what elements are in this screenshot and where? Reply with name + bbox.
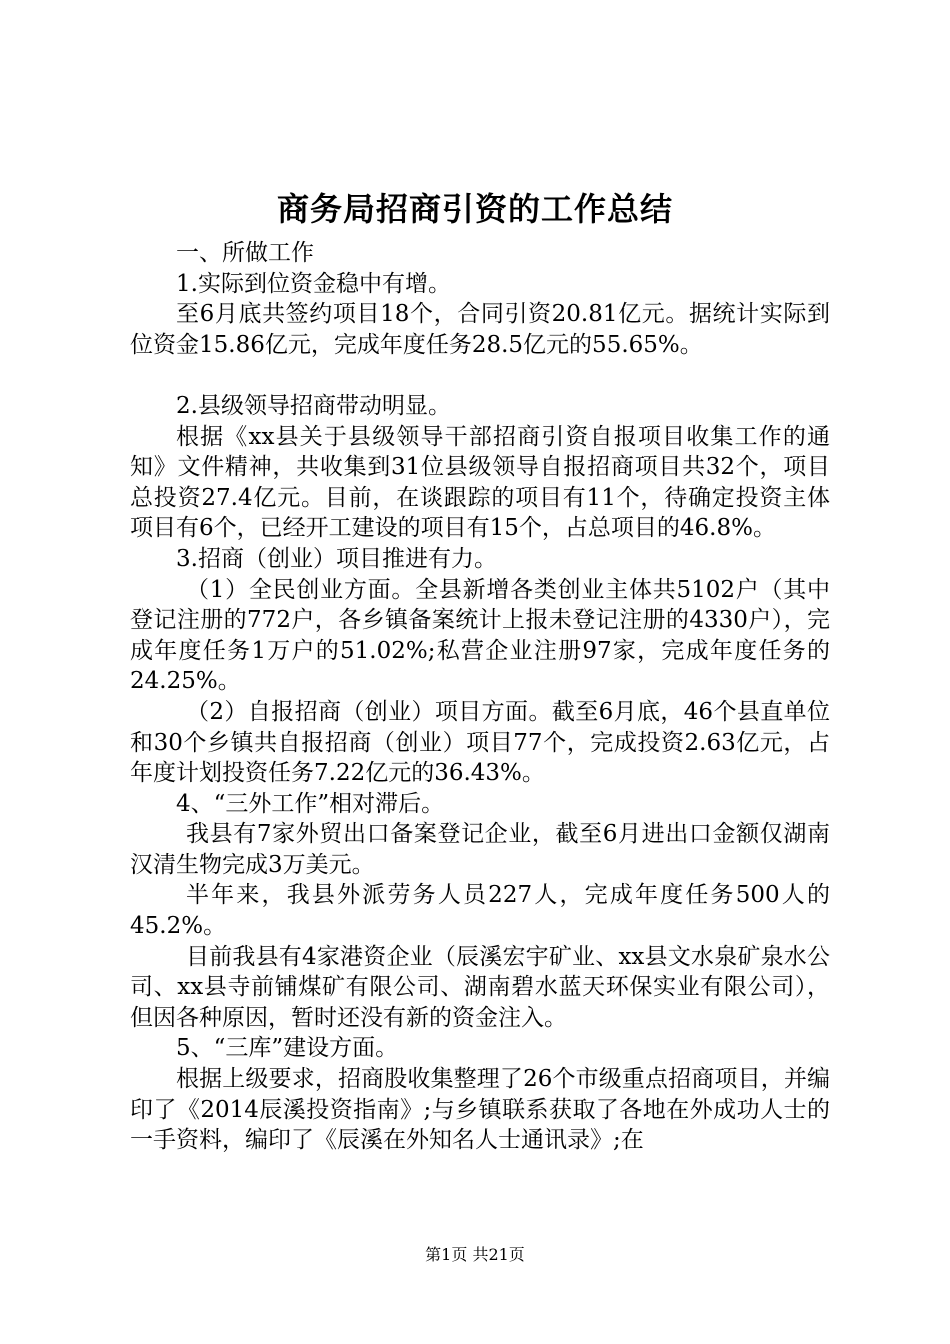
- body-paragraph: 根据《xx县关于县级领导干部招商引资自报项目收集工作的通知》文件精神，共收集到31位县级领导自报招商项目共32个，项目总投资27.4亿元。目前，在谈跟踪的项目有11个，待确定投资主体项目有6个，已经开工建设的项目有15个，占总项目的46.8%。: [130, 423, 830, 542]
- body-paragraph: 半年来，我县外派劳务人员227人，完成年度任务500人的45.2%。: [130, 882, 830, 940]
- page-footer: 第1页 共21页: [425, 1245, 525, 1264]
- subsection-heading: 1.实际到位资金稳中有增。: [176, 270, 451, 297]
- body-paragraph: （1）全民创业方面。全县新增各类创业主体共5102户（其中登记注册的772户，各乡镇备案统计上报未登记注册的4330户），完成年度任务1万户的51.02%;私营企业注册97家，完成年度任务的24.25%。: [130, 576, 830, 695]
- body-paragraph: 至6月底共签约项目18个，合同引资20.81亿元。据统计实际到位资金15.86亿元，完成年度任务28.5亿元的55.65%。: [130, 301, 830, 358]
- subsection-heading: 2.县级领导招商带动明显。: [176, 392, 451, 419]
- body-paragraph: （2）自报招商（创业）项目方面。截至6月底，46个县直单位和30个乡镇共自报招商（创业）项目77个，完成投资2.63亿元，占年度计划投资任务7.22亿元的36.43%。: [130, 698, 830, 787]
- document-title: 商务局招商引资的工作总结: [276, 190, 673, 228]
- body-paragraph: 根据上级要求，招商股收集整理了26个市级重点招商项目，并编印了《2014辰溪投资指南》;与乡镇联系获取了各地在外成功人士的一手资料，编印了《辰溪在外知名人士通讯录》;在: [130, 1066, 830, 1154]
- body-paragraph: 目前我县有4家港资企业（辰溪宏宇矿业、xx县文水泉矿泉水公司、xx县寺前铺煤矿有限公司、湖南碧水蓝天环保实业有限公司），但因各种原因，暂时还没有新的资金注入。: [130, 943, 830, 1031]
- section-heading: 一、所做工作: [176, 240, 314, 266]
- subsection-heading: 3.招商（创业）项目推进有力。: [176, 545, 497, 572]
- subsection-heading: 5、“三库”建设方面。: [176, 1035, 399, 1062]
- blank-line: [130, 360, 830, 391]
- subsection-heading: 4、“三外工作”相对滞后。: [176, 790, 445, 817]
- body-paragraph: 我县有7家外贸出口备案登记企业，截至6月进出口金额仅湖南汉清生物完成3万美元。: [130, 821, 830, 878]
- document-body: [130, 238, 830, 1156]
